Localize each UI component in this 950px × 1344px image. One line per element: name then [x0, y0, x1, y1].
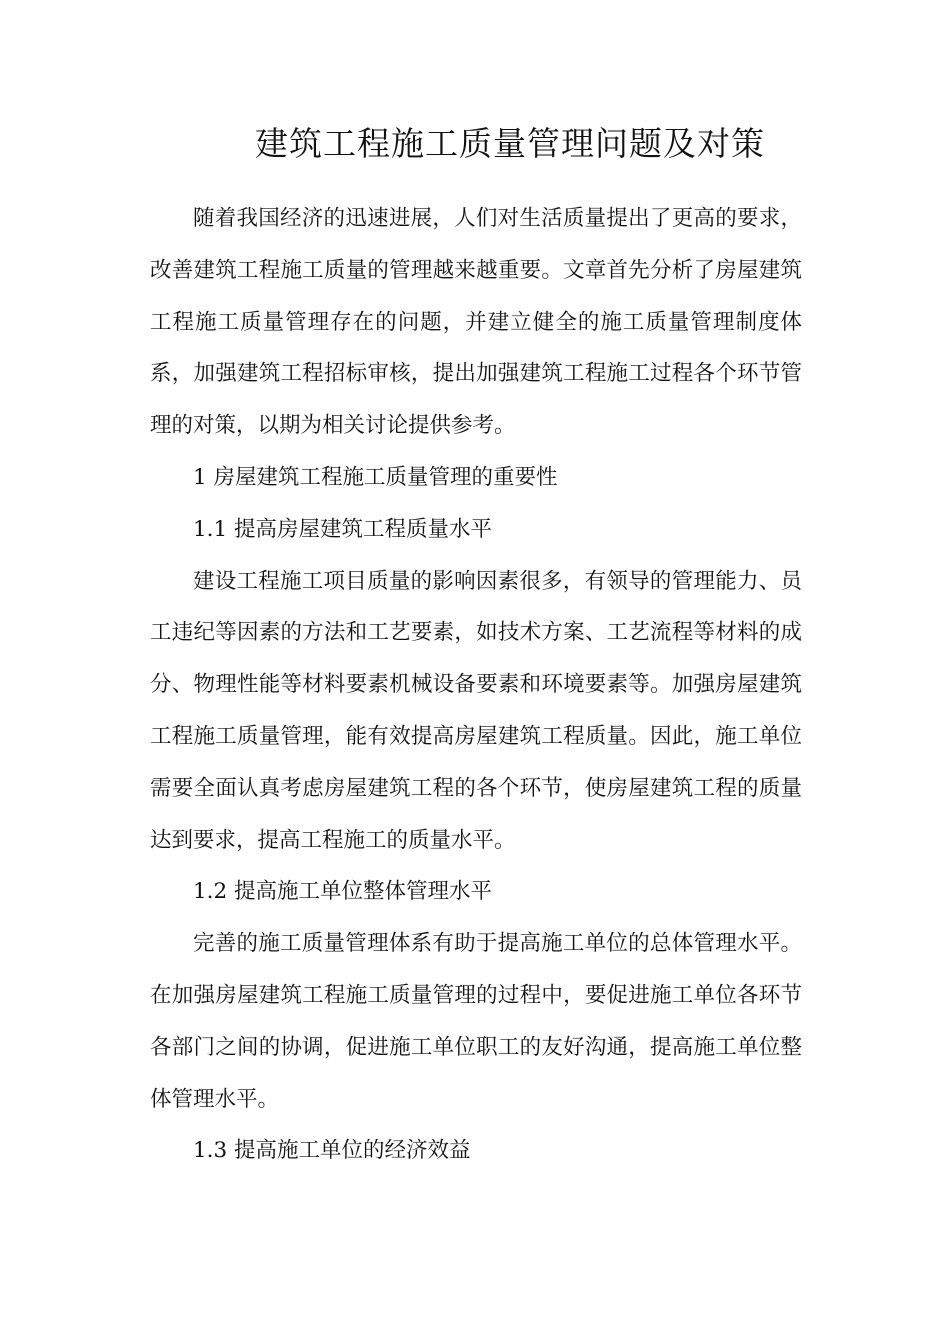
subsection-heading-1-2: 1.2 提高施工单位整体管理水平 [193, 879, 493, 905]
paragraph-1-2: 完善的施工质量管理体系有助于提高施工单位的总体管理水平。在加强房屋建筑工程施工质量管理的过程中，要促进施工单位各环节各部门之间的协调，促进施工单位职工的友好沟通，提高施工单位整体管理水平。 [150, 931, 802, 1112]
document-body [150, 193, 802, 1177]
section-heading-1: 1 房屋建筑工程施工质量管理的重要性 [193, 464, 558, 490]
document-title: 建筑工程施工质量管理问题及对策 [255, 124, 765, 163]
paragraph-1-1: 建设工程施工项目质量的影响因素很多，有领导的管理能力、员工违纪等因素的方法和工艺要素，如技术方案、工艺流程等材料的成分、物理性能等材料要素机械设备要素和环境要素等。加强房屋建筑工程施工质量管理，能有效提高房屋建筑工程质量。因此，施工单位需要全面认真考虑房屋建筑工程的各个环节，使房屋建筑工程的质量达到要求，提高工程施工的质量水平。 [150, 568, 802, 853]
subsection-heading-1-3: 1.3 提高施工单位的经济效益 [193, 1138, 471, 1164]
subsection-heading-1-1: 1.1 提高房屋建筑工程质量水平 [193, 516, 493, 542]
intro-paragraph: 随着我国经济的迅速进展，人们对生活质量提出了更高的要求，改善建筑工程施工质量的管理越来越重要。文章首先分析了房屋建筑工程施工质量管理存在的问题，并建立健全的施工质量管理制度体系，加强建筑工程招标审核，提出加强建筑工程施工过程各个环节管理的对策，以期为相关讨论提供参考。 [150, 206, 802, 439]
